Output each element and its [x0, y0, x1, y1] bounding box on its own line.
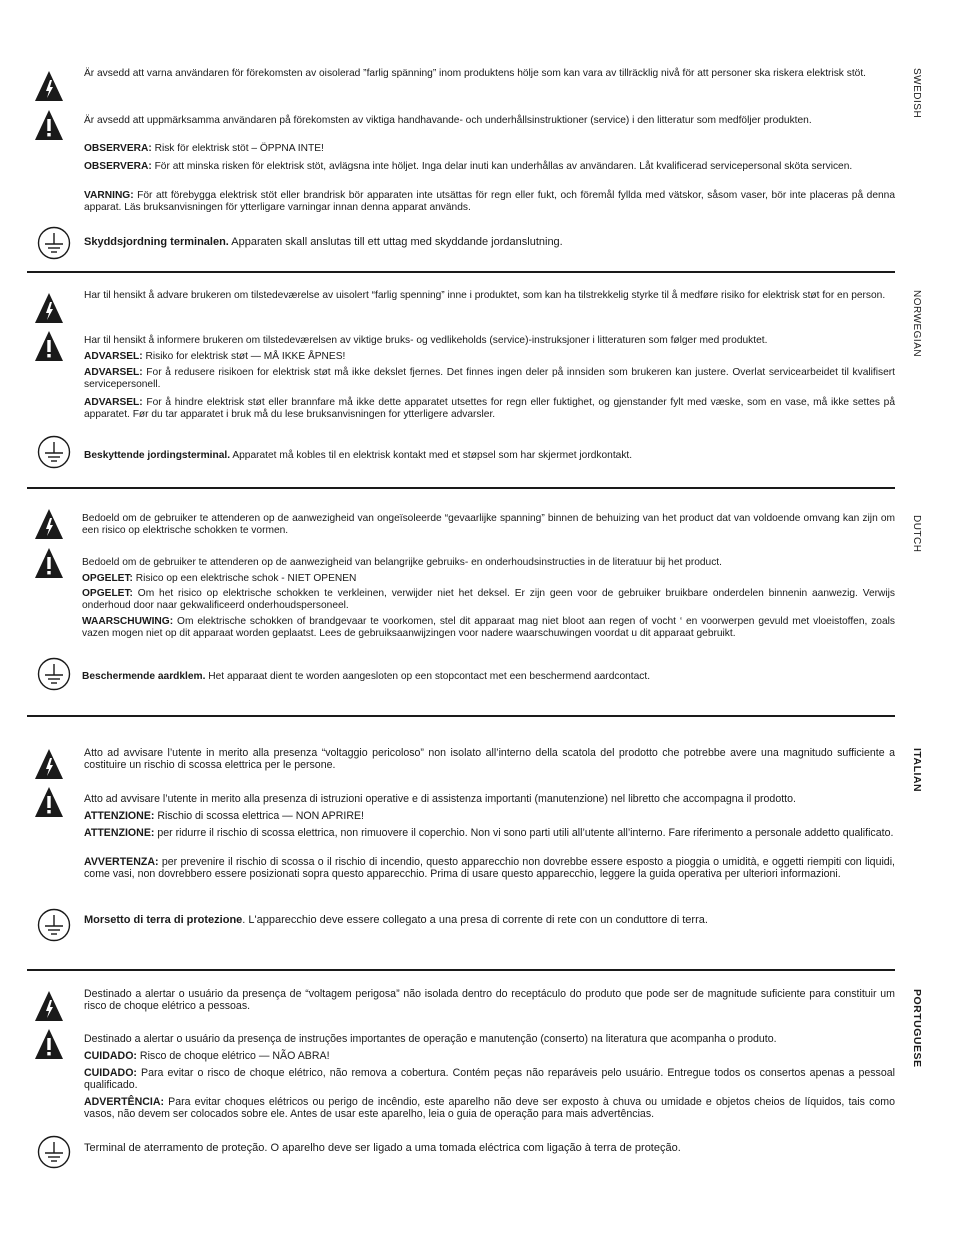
warning-text: Om elektrische schokken of brandgevaar te voorkomen, stel dit apparaat mag niet bloot aan regen of vocht ‘ en voorwerpen gevuld met vloeistoffen, zoals vazen mogen niet op dit apparaat worden geplaatst. Lees de gebruiksaanwijzingen voor nadere waarschuwingen voordat u dit apparaat gebruikt.: [82, 616, 895, 639]
caution-label: OBSERVERA:: [84, 161, 152, 172]
warning-label: VARNING:: [84, 190, 134, 201]
caution-text: Risco de choque elétrico — NÃO ABRA!: [136, 1050, 330, 1062]
voltage-warning-icon: [34, 508, 64, 540]
attention-text: Atto ad avvisare l’utente in merito alla presenza di istruzioni operative e di assistenza importanti (manutenzione) nel libretto che accompagna il prodotto.: [84, 793, 796, 805]
language-label: PORTUGUESE: [911, 989, 923, 1068]
warning-moisture: [82, 616, 895, 640]
warning-moisture: [84, 857, 895, 881]
caution-label: ATTENZIONE:: [84, 810, 155, 822]
caution-text: För att minska risken för elektrisk stöt, avlägsna inte höljet. Inga delar inuti kan underhållas av användaren. Låt kvalificerad servicepersonal sköta servicen.: [151, 161, 853, 172]
caution-cover: [84, 161, 895, 173]
ground-terminal-text: [84, 915, 895, 927]
caution-shock: [84, 351, 895, 363]
warning-text: Para evitar choques elétricos ou perigo de incêndio, este aparelho não deve ser exposto à chuva ou umidade e objetos cheios de líquidos, tais como vasos, não devem ser colocados sobre ele. Antes de usar este aparelho, leia o guia de operação para mais advertências.: [84, 1096, 895, 1120]
attention-text: Är avsedd att uppmärksamma användaren på förekomsten av viktiga handhavande- och underhållsinstruktioner (service) i den litteratur som medföljer produkten.: [84, 115, 812, 126]
voltage-warning-icon: [34, 292, 64, 324]
caution-label: ADVARSEL:: [84, 351, 143, 362]
voltage-warning-icon: [34, 990, 64, 1022]
caution-shock: [84, 143, 895, 155]
attention-warning-icon: [34, 109, 64, 141]
warning-label: WAARSCHUWING:: [82, 616, 174, 627]
warning-text: For å hindre elektrisk støt eller brannfare må ikke dette apparatet utsettes for regn eller fuktighet, og gjenstander fylt med væske, som en vase, må ikke settes på apparatet. Før du tar apparatet i bruk må du lese bruksanvisningen for ytterligere advarsler.: [84, 397, 895, 420]
ground-text: Apparatet må kobles til en elektrisk kontakt med et støpsel som har skjermet jordkontakt.: [230, 450, 633, 461]
ground-terminal-text: [82, 671, 895, 683]
language-label: ITALIAN: [911, 748, 923, 793]
caution-text: Risiko for elektrisk støt — MÅ IKKE ÅPNES!: [142, 351, 346, 362]
ground-text: . L'apparecchio deve essere collegato a una presa di corrente di rete con un conduttore di terra.: [242, 914, 708, 926]
warning-moisture: [84, 1097, 895, 1121]
caution-text: Om het risico op elektrische schokken te verkleinen, verwijder niet het deksel. Er zijn geen voor de gebruiker bruikbare onderdelen binnenin aanwezig. Verwijs onderhoud door naar gekwalificeerd onderhoudspersoneel.: [82, 588, 895, 611]
section-divider: [27, 271, 895, 273]
language-label: DUTCH: [911, 515, 922, 553]
voltage-warning-text: Atto ad avvisare l’utente in merito alla presenza “voltaggio pericoloso” non isolato all’interno della scatola del prodotto che potrebbe avere una magnitudo sufficiente a costituire un rischio di scossa elettrica per le persone.: [84, 747, 895, 771]
ground-text: Terminal de aterramento de proteção. O aparelho deve ser ligado a uma tomada eléctrica com ligação à terra de proteção.: [84, 1142, 681, 1154]
attention-warning-icon: [34, 330, 64, 362]
attention-warning-icon: [34, 1028, 64, 1060]
caution-cover: [82, 588, 895, 612]
caution-text: Risk för elektrisk stöt – ÖPPNA INTE!: [151, 143, 324, 154]
caution-shock: [82, 573, 895, 585]
ground-terminal-text: [84, 1143, 895, 1155]
ground-terminal-icon: [37, 908, 71, 942]
caution-text: Risico op een elektrische schok - NIET OPENEN: [132, 573, 357, 584]
caution-shock: [84, 811, 895, 823]
caution-label: OPGELET:: [82, 588, 133, 599]
attention-text: Destinado a alertar o usuário da presença de instruções importantes de operação e manutenção (conserto) na literatura que acompanha o produto.: [84, 1033, 777, 1045]
voltage-warning-text: Destinado a alertar o usuário da presença de “voltagem perigosa” não isolada dentro do receptáculo do produto que pode ser de magnitude suficiente para constituir um risco de choque elétrico a pessoas.: [84, 988, 895, 1012]
attention-text: Har til hensikt å informere brukeren om tilstedeværelsen av viktige bruks- og vedlikeholds (service)-instruksjoner i litteraturen som følger med produktet.: [84, 335, 768, 346]
caution-label: ATTENZIONE:: [84, 827, 155, 839]
voltage-warning-text: Har til hensikt å advare brukeren om tilstedeværelse av uisolert “farlig spenning” inne i produktet, som kan ha tilstrekkelig styrke til å medføre risiko for elektrisk støt for en person.: [84, 290, 886, 301]
language-label: SWEDISH: [911, 68, 922, 119]
ground-label: Skyddsjordning terminalen.: [84, 236, 229, 248]
voltage-warning-icon: [34, 70, 64, 102]
voltage-warning-text: Är avsedd att varna användaren för förekomsten av oisolerad ”farlig spänning” inom produktens hölje som kan vara av tillräcklig nivå för att personer ska riskera elektrisk stöt.: [84, 68, 866, 79]
ground-text: Apparaten skall anslutas till ett uttag med skyddande jordanslutning.: [228, 236, 563, 248]
ground-terminal-text: [84, 450, 895, 462]
attention-text: Bedoeld om de gebruiker te attenderen op de aanwezigheid van belangrijke gebruiks- en onderhoudsinstructies in de literatuur bij het product.: [82, 557, 722, 568]
ground-terminal-icon: [37, 657, 71, 691]
ground-label: Beskyttende jordingsterminal.: [84, 450, 231, 461]
warning-text: För att förebygga elektrisk stöt eller brandrisk bör apparaten inte utsättas för regn eller fukt, och föremål fyllda med vätskor, såsom vaser, bör inte placeras på denna apparat. Läs bruksanvisningen för ytterligare varningar innan denna apparat används.: [84, 190, 895, 213]
section-divider: [27, 487, 895, 489]
caution-label: ADVARSEL:: [84, 367, 143, 378]
caution-text: per ridurre il rischio di scossa elettrica, non rimuovere il coperchio. Non vi sono parti utili all’utente all’interno. Fare riferimento a personale addetto qualificato.: [154, 827, 894, 839]
voltage-warning-icon: [34, 748, 64, 780]
ground-terminal-icon: [37, 435, 71, 469]
ground-terminal-icon: [37, 226, 71, 260]
warning-text: per prevenire il rischio di scossa o il rischio di incendio, questo apparecchio non dovrebbe essere esposto a pioggia o umidità, e oggetti riempiti con liquidi, come vasi, non dovrebbero essere posizionati sopra questo apparecchio. Prima di usare questo apparecchio, leggere la guida operativa per ulteriori informazioni.: [84, 856, 895, 880]
language-label: NORWEGIAN: [911, 290, 922, 358]
caution-label: CUIDADO:: [84, 1050, 137, 1062]
warning-label: ADVARSEL:: [84, 397, 143, 408]
section-divider: [27, 715, 895, 717]
ground-label: Morsetto di terra di protezione: [84, 914, 243, 926]
caution-cover: [84, 1068, 895, 1092]
ground-terminal-text: [84, 237, 895, 249]
ground-text: Het apparaat dient te worden aangesloten op een stopcontact met een beschermend aardcontact.: [205, 671, 651, 682]
caution-label: OPGELET:: [82, 573, 133, 584]
warning-moisture: [84, 190, 895, 214]
attention-warning-icon: [34, 786, 64, 818]
attention-warning-icon: [34, 547, 64, 579]
caution-label: OBSERVERA:: [84, 143, 152, 154]
caution-label: CUIDADO:: [84, 1067, 137, 1079]
section-divider: [27, 969, 895, 971]
warning-label: AVVERTENZA:: [84, 856, 159, 868]
ground-terminal-icon: [37, 1135, 71, 1169]
voltage-warning-text: Bedoeld om de gebruiker te attenderen op de aanwezigheid van ongeïsoleerde “gevaarlijke spanning” binnen de behuizing van het product dat van voldoende omvang kan zijn om een risico op elektrische schokken te vormen.: [82, 513, 895, 536]
caution-text: For å redusere risikoen for elektrisk støt må ikke dekslet fjernes. Det finnes ingen deler på innsiden som brukeren kan justere. Overlat servicearbeidet til kvalifisert servicepersonell.: [84, 367, 895, 390]
warning-label: ADVERTÊNCIA:: [84, 1096, 165, 1108]
caution-cover: [84, 828, 895, 840]
caution-shock: [84, 1051, 895, 1063]
caution-cover: [84, 367, 895, 391]
ground-label: Beschermende aardklem.: [82, 671, 206, 682]
caution-text: Rischio di scossa elettrica — NON APRIRE!: [154, 810, 365, 822]
warning-moisture: [84, 397, 895, 421]
caution-text: Para evitar o risco de choque elétrico, não remova a cobertura. Contém peças não reparáveis pelo usuário. Entregue todos os consertos apenas a pessoal qualificado.: [84, 1067, 895, 1091]
